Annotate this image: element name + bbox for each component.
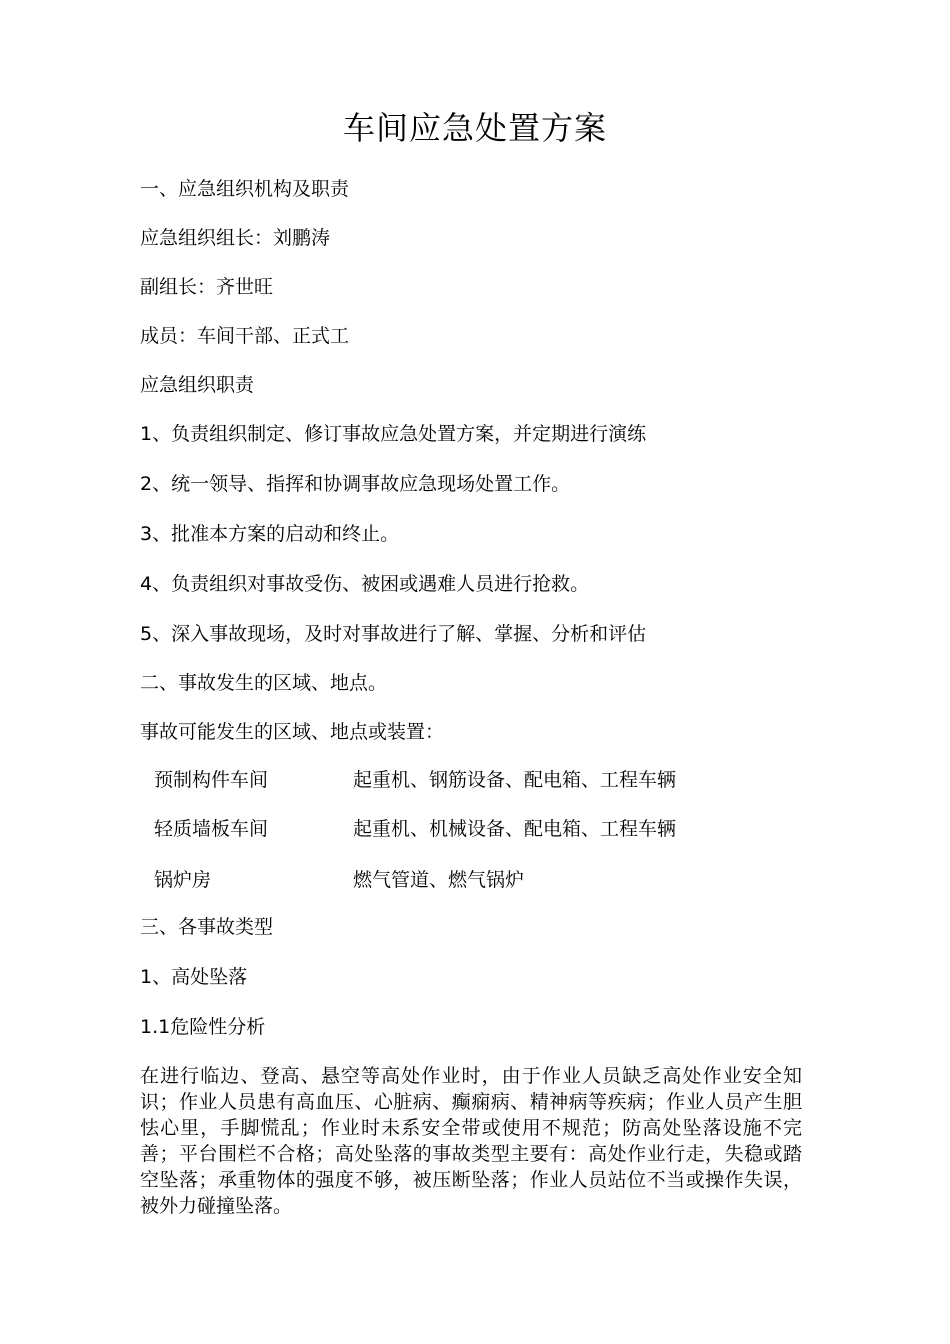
area-place: 预制构件车间 bbox=[154, 769, 269, 791]
section-heading-1: 一、应急组织机构及职责 bbox=[140, 178, 350, 200]
section-heading-2: 二、事故发生的区域、地点。 bbox=[140, 672, 388, 694]
duty-item: 1、负责组织制定、修订事故应急处置方案，并定期进行演练 bbox=[140, 423, 647, 445]
deputy-line: 副组长：齐世旺 bbox=[140, 276, 274, 298]
area-place: 锅炉房 bbox=[154, 869, 212, 891]
duty-item: 4、负责组织对事故受伤、被困或遇难人员进行抢救。 bbox=[140, 573, 590, 595]
risk-analysis-paragraph: 在进行临边、登高、悬空等高处作业时，由于作业人员缺乏高处作业安全知识；作业人员患有高血压、心脏病、癫痫病、精神病等疾病；作业人员产生胆怯心里，手脚慌乱；作业时未系安全带或使用不规范；防高处坠落设施不完善；平台围栏不合格；高处坠落的事故类型主要有：高处作业行走，失稳或踏空坠落；承重物体的强度不够，被压断坠落；作业人员站位不当或操作失误，被外力碰撞坠落。 bbox=[140, 1065, 802, 1217]
areas-intro: 事故可能发生的区域、地点或装置： bbox=[140, 721, 445, 743]
members-line: 成员：车间干部、正式工 bbox=[140, 325, 350, 347]
subsection-heading: 1、高处坠落 bbox=[140, 966, 248, 988]
section-heading-3: 三、各事故类型 bbox=[140, 916, 274, 938]
duty-item: 3、批准本方案的启动和终止。 bbox=[140, 523, 400, 545]
leader-line: 应急组织组长：刘鹏涛 bbox=[140, 227, 331, 249]
document-title: 车间应急处置方案 bbox=[342, 109, 607, 147]
subsubsection-heading: 1.1危险性分析 bbox=[140, 1016, 266, 1038]
area-equipment: 起重机、钢筋设备、配电箱、工程车辆 bbox=[353, 769, 677, 791]
duty-item: 2、统一领导、指挥和协调事故应急现场处置工作。 bbox=[140, 473, 571, 495]
duty-item: 5、深入事故现场，及时对事故进行了解、掌握、分析和评估 bbox=[140, 623, 647, 645]
area-equipment: 起重机、机械设备、配电箱、工程车辆 bbox=[353, 818, 677, 840]
area-place: 轻质墙板车间 bbox=[154, 818, 269, 840]
area-equipment: 燃气管道、燃气锅炉 bbox=[353, 869, 525, 891]
duties-heading: 应急组织职责 bbox=[140, 374, 255, 396]
